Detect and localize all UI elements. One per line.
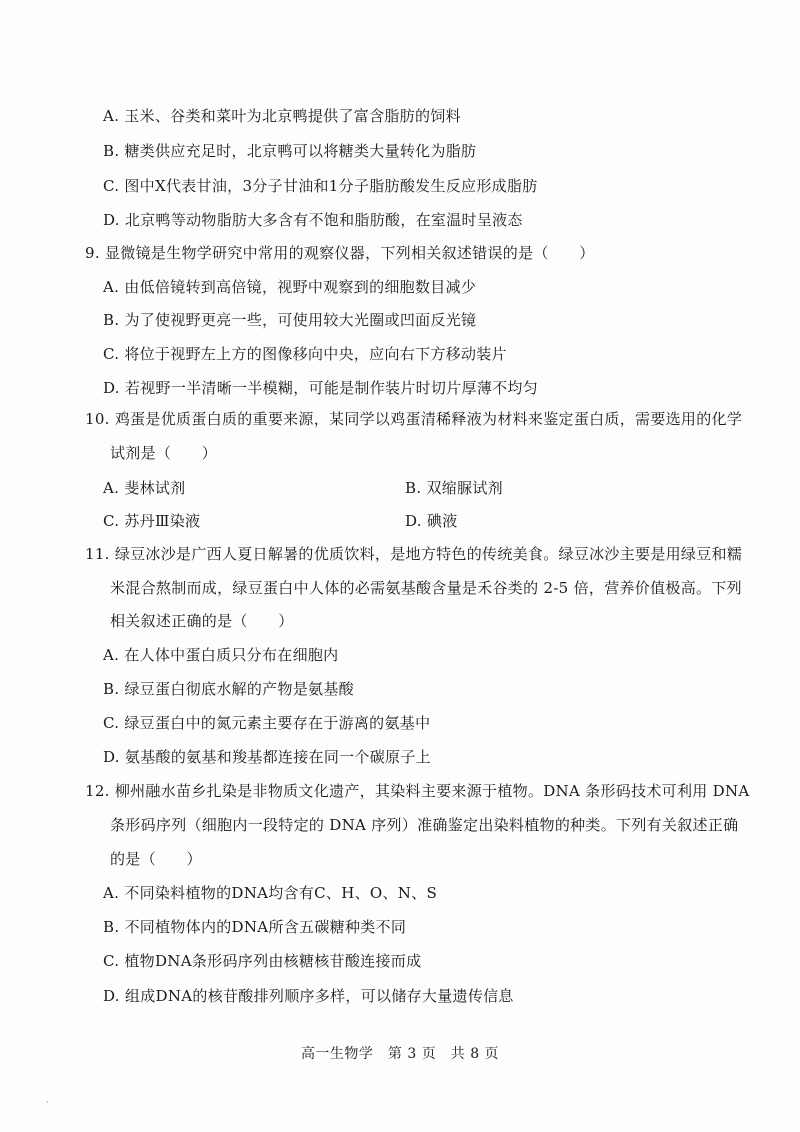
q8-option-c: C. 图中X代表甘油，3分子甘油和1分子脂肪酸发生反应形成脂肪 (103, 177, 538, 195)
scan-mark: · (46, 1098, 49, 1107)
q12-option-d: D. 组成DNA的核苷酸排列顺序多样，可以储存大量遗传信息 (103, 987, 514, 1005)
q10-option-a: A. 斐林试剂 (103, 479, 186, 497)
q12-option-b: B. 不同植物体内的DNA所含五碳糖种类不同 (103, 918, 407, 936)
q12-stem-line-1: 12. 柳州融水苗乡扎染是非物质文化遗产，其染料主要来源于植物。DNA 条形码技术可利用 DNA (85, 782, 750, 800)
q11-option-c: C. 绿豆蛋白中的氮元素主要存在于游离的氨基中 (103, 714, 431, 732)
q8-option-d: D. 北京鸭等动物脂肪大多含有不饱和脂肪酸，在室温时呈液态 (103, 211, 523, 229)
q8-option-b: B. 糖类供应充足时，北京鸭可以将糖类大量转化为脂肪 (103, 142, 477, 160)
q12-stem-line-2: 条形码序列（细胞内一段特定的 DNA 序列）准确鉴定出染料植物的种类。下列有关叙述正确 (110, 816, 739, 834)
q10-stem-line-1: 10. 鸡蛋是优质蛋白质的重要来源，某同学以鸡蛋清稀释液为材料来鉴定蛋白质，需要选用的化学 (85, 410, 743, 428)
q10-stem-line-2: 试剂是（ ） (110, 444, 218, 462)
page-footer: 高一生物学 第 3 页 共 8 页 (300, 1046, 500, 1062)
q11-stem-line-3: 相关叙述正确的是（ ） (110, 612, 294, 630)
q11-option-b: B. 绿豆蛋白彻底水解的产物是氨基酸 (103, 680, 354, 698)
q9-option-d: D. 若视野一半清晰一半模糊，可能是制作装片时切片厚薄不均匀 (103, 379, 539, 397)
q10-option-d: D. 碘液 (405, 512, 458, 530)
q12-option-a: A. 不同染料植物的DNA均含有C、H、O、N、S (103, 884, 438, 902)
q11-option-a: A. 在人体中蛋白质只分布在细胞内 (103, 646, 339, 664)
q11-stem-line-1: 11. 绿豆冰沙是广西人夏日解暑的优质饮料，是地方特色的传统美食。绿豆冰沙主要是用绿豆和糯 (85, 545, 743, 563)
q12-option-c: C. 植物DNA条形码序列由核糖核苷酸连接而成 (103, 952, 422, 970)
q10-option-c: C. 苏丹Ⅲ染液 (103, 512, 201, 530)
q11-option-d: D. 氨基酸的氨基和羧基都连接在同一个碳原子上 (103, 748, 431, 766)
q9-option-a: A. 由低倍镜转到高倍镜，视野中观察到的细胞数目减少 (103, 278, 477, 296)
q10-option-b: B. 双缩脲试剂 (405, 479, 503, 497)
q9-option-b: B. 为了使视野更亮一些，可使用较大光圈或凹面反光镜 (103, 311, 477, 329)
q11-stem-line-2: 米混合熬制而成，绿豆蛋白中人体的必需氨基酸含量是禾谷类的 2-5 倍，营养价值极高。下列 (110, 579, 742, 597)
q12-stem-line-3: 的是（ ） (110, 850, 202, 868)
q9-stem: 9. 显微镜是生物学研究中常用的观察仪器，下列相关叙述错误的是（ ） (85, 244, 595, 262)
q9-option-c: C. 将位于视野左上方的图像移向中央，应向右下方移动装片 (103, 345, 507, 363)
q8-option-a: A. 玉米、谷类和菜叶为北京鸭提供了富含脂肪的饲料 (103, 107, 461, 125)
